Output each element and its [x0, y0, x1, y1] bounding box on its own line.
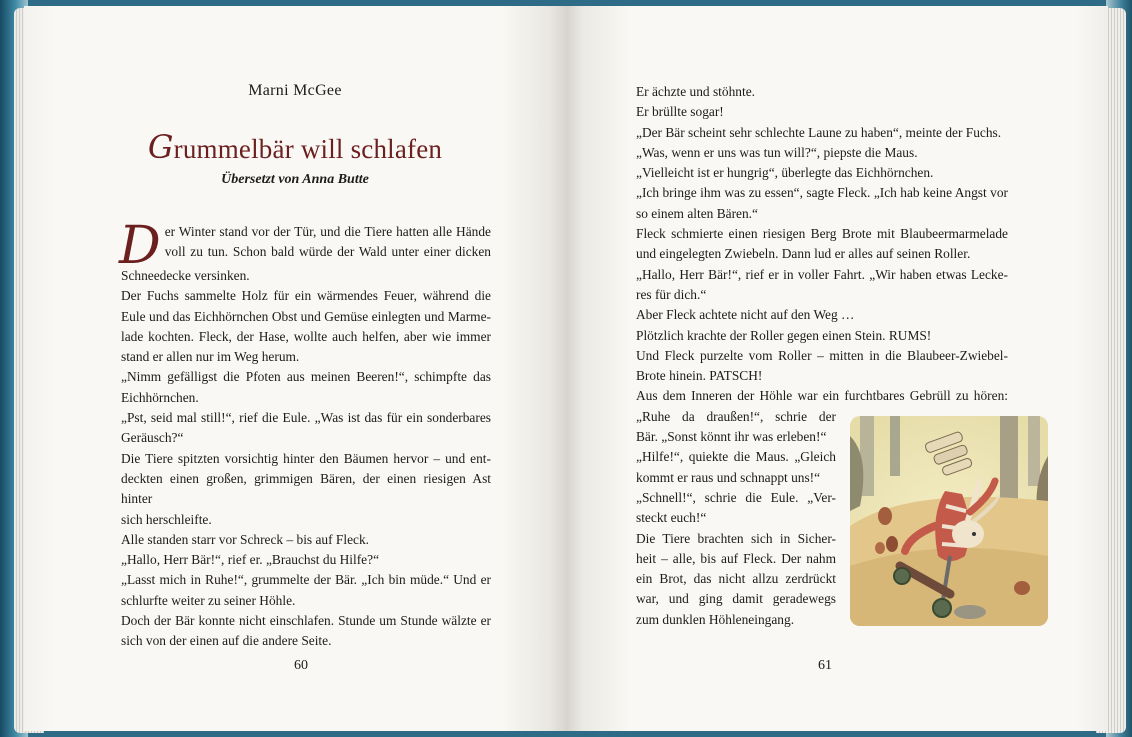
- left-page-text: [119, 216, 491, 652]
- story-title: [24, 128, 566, 166]
- text-line: Brote hinein. PATSCH!: [636, 368, 763, 384]
- hare-scooter-illustration: [850, 416, 1048, 626]
- text-line: Geräusch?“: [121, 430, 184, 446]
- text-line: Die Tiere brachten sich in Sicher-: [636, 530, 836, 546]
- text-line: deckten einen großen, grimmigen Bären, der einen riesigen Ast hinter: [121, 470, 491, 507]
- text-line: Doch der Bär konnte nicht einschlafen. Stunde um Stunde wälzte er: [121, 613, 491, 629]
- text-line: Er brüllte sogar!: [636, 104, 724, 120]
- text-line: Plötzlich krachte der Roller gegen einen Stein. RUMS!: [636, 327, 932, 343]
- text-line: Er ächzte und stöhnte.: [636, 84, 755, 99]
- text-line: „Schnell!“, schrie die Eule. „Ver-: [636, 489, 836, 505]
- text-line: lade kochten. Fleck, der Hase, wollte auch helfen, aber wie immer: [121, 328, 491, 344]
- text-line: so einem alten Bären.“: [636, 205, 758, 221]
- text-line: sich herschleifte.: [121, 511, 212, 527]
- text-line: Bär. „Sonst könnt ihr was erleben!“: [636, 429, 827, 445]
- text-line: Alle standen starr vor Schreck – bis auf Fleck.: [121, 531, 370, 547]
- text-line: zum dunklen Höhleneingang.: [636, 611, 795, 627]
- text-line: stand er allen nur im Weg herum.: [121, 349, 300, 365]
- text-line: „Lasst mich in Ruhe!“, grummelte der Bär. „Ich bin müde.“ Und er: [121, 572, 491, 588]
- text-line: steckt euch!“: [636, 510, 707, 526]
- drop-cap: D: [119, 216, 161, 276]
- text-line: heit – alle, bis auf Fleck. Der nahm: [636, 550, 836, 566]
- story-illustration: [850, 416, 1048, 626]
- text-line: „Nimm gefälligst die Pfoten aus meinen Beeren!“, schimpfte das: [121, 369, 491, 385]
- text-line: Und Fleck purzelte vom Roller – mitten in die Blaubeer-Zwiebel-: [636, 347, 1008, 363]
- text-line: „Hilfe!“, quiekte die Maus. „Gleich: [636, 449, 836, 465]
- text-line: er Winter stand vor der Tür, und die Tiere hatten alle Hände: [164, 224, 491, 239]
- text-line: sich von der einen auf die andere Seite.: [121, 633, 332, 649]
- text-line: kommt er raus und schnappt uns!“: [636, 469, 821, 485]
- text-line: „Hallo, Herr Bär!“, rief er. „Brauchst du Hilfe?“: [121, 552, 380, 568]
- text-line: „Vielleicht ist er hungrig“, überlegte das Eichhörnchen.: [636, 165, 934, 181]
- text-line: schlurfte weiter zu seiner Höhle.: [121, 592, 296, 608]
- text-line: Der Fuchs sammelte Holz für ein wärmendes Feuer, während die: [121, 288, 491, 304]
- text-line: „Ich bringe ihm was zu essen“, sagte Fleck. „Ich hab keine Angst vor: [636, 185, 1008, 201]
- text-line: Aus dem Inneren der Höhle war ein furchtbares Gebrüll zu hören:: [636, 388, 1008, 404]
- page-number-right: 61: [818, 658, 832, 673]
- title-initial: G: [147, 128, 174, 166]
- left-page: [24, 6, 566, 731]
- text-line: „Was, wenn er uns was tun will?“, piepste die Maus.: [636, 144, 918, 160]
- text-line: „Der Bär scheint sehr schlechte Laune zu haben“, meinte der Fuchs.: [636, 124, 1002, 140]
- text-line: Eichhörnchen.: [121, 389, 199, 405]
- text-line: Fleck schmierte einen riesigen Berg Brote mit Blaubeermarmelade: [636, 226, 1008, 242]
- text-line: voll zu tun. Schon bald würde der Wald unter einer dicken: [164, 244, 491, 260]
- text-line: ein Brot, das nicht allzu zerdrückt: [636, 571, 836, 587]
- text-line: war, und ging damit geradewegs: [636, 591, 836, 607]
- text-line: „Pst, seid mal still!“, rief die Eule. „Was ist das für ein sonderbares: [121, 410, 491, 426]
- author-name: Marni McGee: [248, 82, 342, 99]
- text-line: Die Tiere spitzten vorsichtig hinter den Bäumen hervor – und ent-: [121, 450, 491, 466]
- text-line: „Ruhe da draußen!“, schrie der: [636, 408, 836, 424]
- text-line: res für dich.“: [636, 286, 707, 302]
- title-rest: rummelbär will schlafen: [173, 134, 443, 164]
- right-page: [566, 6, 1108, 731]
- text-line: „Hallo, Herr Bär!“, rief er in voller Fahrt. „Wir haben etwas Lecke-: [636, 266, 1008, 282]
- text-line: Schneedecke versinken.: [121, 268, 250, 283]
- page-number-left: 60: [294, 658, 308, 673]
- text-line: Aber Fleck achtete nicht auf den Weg …: [636, 307, 855, 323]
- text-line: Eule und das Eichhörnchen Obst und Gemüse einlegten und Marme-: [121, 308, 491, 324]
- text-line: und eingelegten Zwiebeln. Dann lud er alles auf seinen Roller.: [636, 246, 971, 262]
- translator-credit: Übersetzt von Anna Butte: [221, 172, 369, 187]
